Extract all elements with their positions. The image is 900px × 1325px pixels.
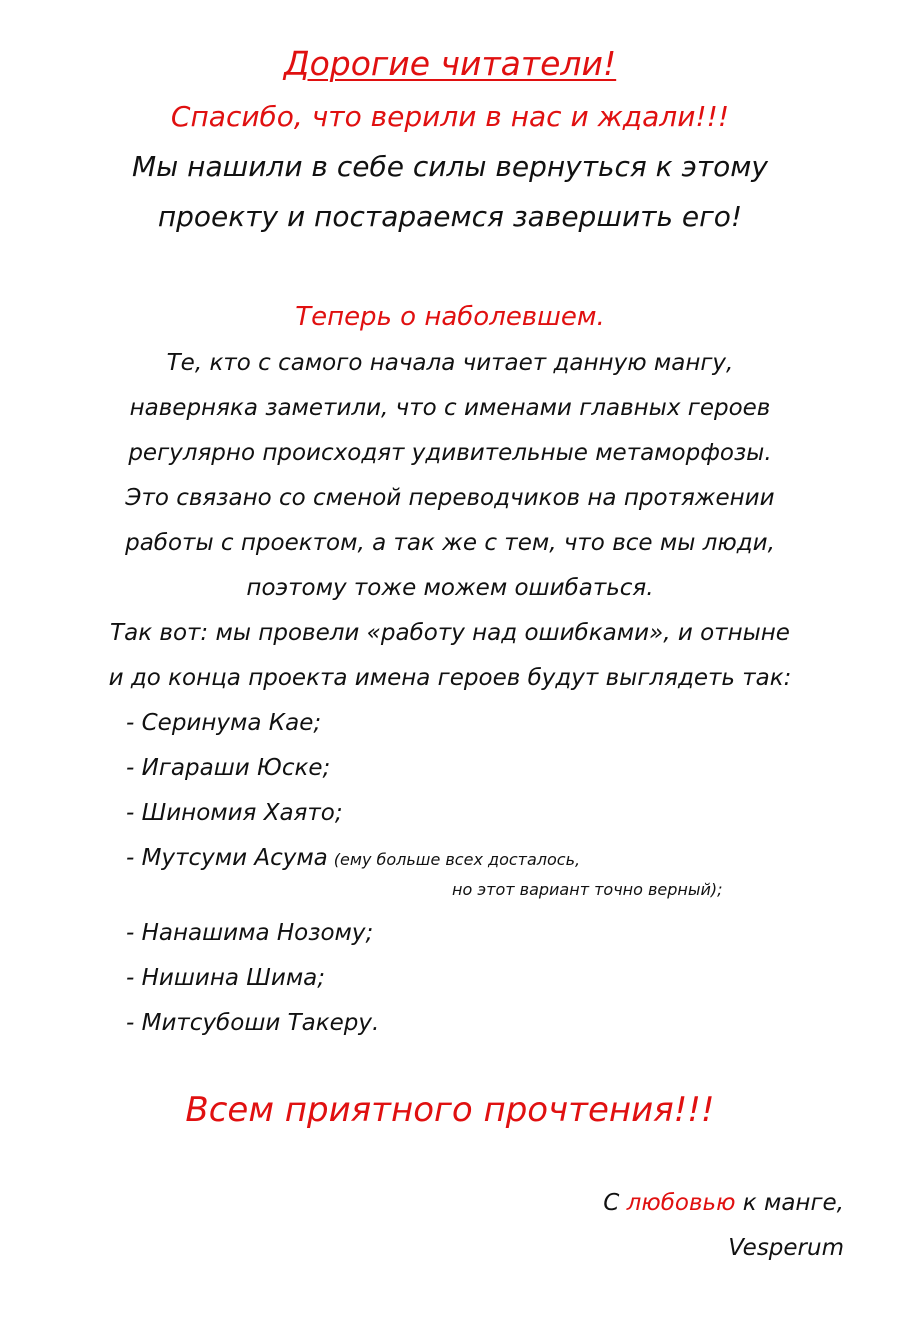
thanks-line: Спасибо, что верили в нас и ждали!!! — [170, 100, 730, 133]
intro-line-2: проекту и постараемся завершить его! — [157, 200, 743, 233]
name-list-item: - Игараши Юске; — [126, 755, 331, 781]
body-line-5: работы с проектом, а так же с тем, что все мы люди, — [125, 530, 775, 556]
name-list-item: - Нанашима Нозому; — [126, 920, 374, 946]
body-line-1: Те, кто с самого начала читает данную мангу, — [166, 350, 734, 376]
body-line-8: и до конца проекта имена героев будут выглядеть так: — [108, 665, 792, 691]
body-line-7: Так вот: мы провели «работу над ошибками», и отныне — [110, 620, 790, 646]
signature-author: Vesperum — [728, 1235, 844, 1261]
signature-suffix: к манге, — [742, 1190, 844, 1216]
name-note-continued: но этот вариант точно верный); — [452, 880, 723, 899]
name-list-item — [126, 845, 580, 871]
signature-love-word: любовью — [626, 1190, 736, 1216]
signature-line — [603, 1190, 844, 1216]
section-heading: Теперь о наболевшем. — [295, 302, 605, 332]
body-line-2: наверняка заметили, что с именами главных героев — [129, 395, 771, 421]
name-list-item: - Митсубоши Такеру. — [126, 1010, 380, 1036]
name-list-item: - Нишина Шима; — [126, 965, 326, 991]
signature-prefix: С — [603, 1190, 620, 1216]
body-line-3: регулярно происходят удивительные метаморфозы. — [128, 440, 772, 466]
name-note: (ему больше всех досталось, — [333, 850, 581, 869]
closing-wish: Всем приятного прочтения!!! — [185, 1090, 715, 1130]
intro-line-1: Мы нашили в себе силы вернуться к этому — [131, 150, 768, 183]
body-line-6: поэтому тоже можем ошибаться. — [246, 575, 654, 601]
letter-title: Дорогие читатели! — [283, 44, 617, 83]
name-list-item: - Шиномия Хаято; — [126, 800, 343, 826]
body-line-4: Это связано со сменой переводчиков на протяжении — [125, 485, 775, 511]
name-list-item: - Серинума Кае; — [126, 710, 322, 736]
name-label: - Мутсуми Асума — [126, 845, 328, 871]
